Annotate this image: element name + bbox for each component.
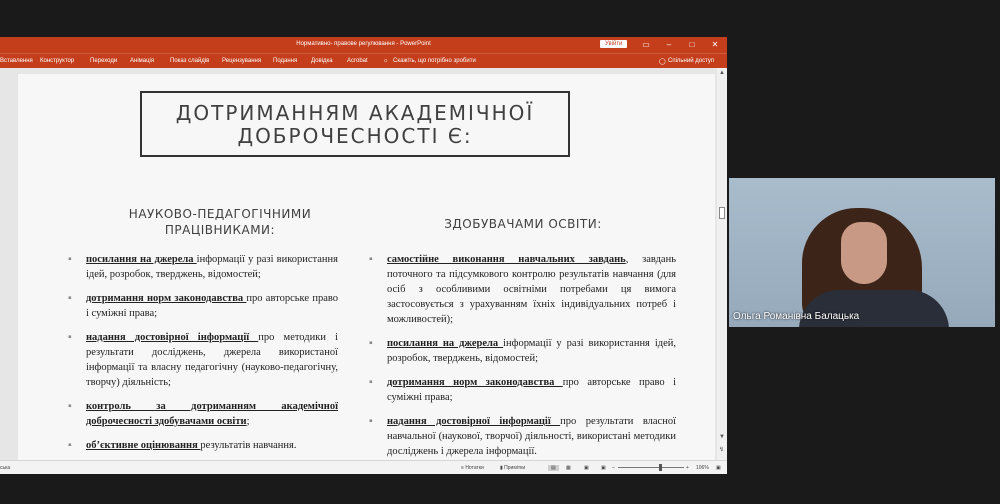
- status-language: ська: [0, 465, 11, 471]
- bullet-emphasis: надання достовірної інформації: [86, 332, 259, 343]
- zoom-out-icon[interactable]: –: [612, 465, 615, 471]
- bullet-text: , завдань поточного та підсумкового контролю результатів навчання (для осіб з особливими освітніми потребами ця вимога застосовується з урахуванням їхніх індивідуальних потреб і можливостей);: [387, 254, 676, 325]
- participant-name: Ольга Романівна Балацька: [733, 311, 860, 322]
- normal-view-icon[interactable]: ▤: [548, 465, 559, 471]
- bullet-icon: ▪: [369, 254, 373, 265]
- bullet-text: про авторське право і суміжні права;: [86, 293, 338, 319]
- tab-insert[interactable]: Вставлення: [0, 58, 33, 64]
- zoom-slider[interactable]: [618, 467, 684, 468]
- bullet-icon: ▪: [68, 401, 72, 412]
- scroll-up-icon[interactable]: ▲: [719, 70, 725, 76]
- window-title: Нормативно- правове регулювання - PowerPoint: [296, 41, 431, 47]
- slide-title-line2: ДОБРОЧЕСНОСТІ Є:: [237, 124, 473, 148]
- bullet-text: про результати власної навчальної (наукової, творчої) діяльності, використані методики досліджень і джерела інформації.: [387, 416, 676, 457]
- right-bullet-list: [369, 252, 676, 468]
- bullet-emphasis: дотримання норм законодавства: [387, 377, 563, 388]
- right-bullet-item: [369, 336, 676, 366]
- bullet-emphasis: дотримання норм законодавства: [86, 293, 247, 304]
- bullet-icon: ▪: [68, 293, 72, 304]
- left-column-heading: [110, 206, 330, 238]
- tab-slideshow[interactable]: Показ слайдів: [170, 58, 210, 64]
- left-bullet-item: [68, 438, 338, 453]
- fit-slide-icon[interactable]: ▣: [716, 465, 721, 471]
- bullet-text: ;: [246, 416, 250, 427]
- reading-view-icon[interactable]: ▣: [584, 465, 589, 471]
- bullet-text: про авторське право і суміжні права;: [387, 377, 676, 403]
- bullet-emphasis: посилання на джерела: [387, 338, 504, 349]
- left-bullet-item: [68, 291, 338, 321]
- slide-title-box[interactable]: [140, 91, 570, 157]
- tab-help[interactable]: Довідка: [311, 58, 333, 64]
- bullet-icon: ▪: [369, 416, 373, 427]
- close-button[interactable]: ✕: [711, 40, 719, 49]
- left-bullet-list: [68, 252, 338, 462]
- vertical-scrollbar[interactable]: [717, 68, 727, 460]
- notes-label: Нотатки: [465, 465, 484, 471]
- bullet-emphasis: об’єктивне оцінювання: [86, 440, 201, 451]
- tab-design[interactable]: Конструктор: [40, 58, 75, 64]
- bullet-icon: ▪: [369, 377, 373, 388]
- right-column-heading: ЗДОБУВАЧАМИ ОСВІТИ:: [444, 217, 602, 231]
- bullet-text: інформації у разі використання ідей, розробок, тверджень, відомостей;: [86, 254, 338, 280]
- notes-icon: ≡: [461, 465, 464, 471]
- lightbulb-icon: ☼: [383, 58, 389, 64]
- status-bar: [0, 460, 727, 474]
- comments-label: Примітки: [504, 465, 526, 471]
- tab-acrobat[interactable]: Acrobat: [347, 58, 368, 64]
- participant-face: [841, 222, 887, 284]
- slide-title-line1: ДОТРИМАННЯМ АКАДЕМІЧНОЇ: [175, 101, 535, 125]
- bullet-icon: ▪: [369, 338, 373, 349]
- scrollbar-thumb[interactable]: [719, 207, 725, 219]
- participant-video-tile[interactable]: [729, 178, 995, 327]
- tell-me-search[interactable]: Скажіть, що потрібно зробити: [393, 58, 476, 64]
- scroll-down-icon[interactable]: ▼: [719, 434, 725, 440]
- bullet-text: результатів навчання.: [200, 440, 297, 451]
- left-bullet-item: [68, 252, 338, 282]
- tab-animation[interactable]: Анімація: [130, 58, 155, 64]
- bullet-emphasis: самостійне виконання навчальних завдань: [387, 254, 626, 265]
- comments-icon: ▮: [500, 465, 503, 471]
- bullet-emphasis: посилання на джерела: [86, 254, 197, 265]
- sign-in-button[interactable]: Увійти: [600, 40, 627, 48]
- page-down-icon[interactable]: ↯: [719, 447, 725, 453]
- share-button[interactable]: Спільний доступ: [668, 58, 715, 64]
- tab-view[interactable]: Подання: [273, 58, 298, 64]
- maximize-button[interactable]: □: [689, 40, 695, 49]
- powerpoint-window: [0, 37, 727, 474]
- left-bullet-item: [68, 399, 338, 429]
- ribbon-display-options-icon[interactable]: ▭: [642, 40, 650, 49]
- bullet-icon: ▪: [68, 440, 72, 451]
- slide-canvas: [0, 68, 727, 460]
- left-heading-line2: ПРАЦІВНИКАМИ:: [164, 223, 276, 237]
- bullet-icon: ▪: [68, 254, 72, 265]
- left-bullet-item: [68, 330, 338, 390]
- tab-transitions[interactable]: Переходи: [90, 58, 118, 64]
- share-icon: ◯: [659, 59, 666, 65]
- minimize-button[interactable]: –: [666, 40, 672, 49]
- bullet-text: інформації у разі використання ідей, розробок, тверджень, відомостей;: [387, 338, 676, 364]
- bullet-text: про методики і результати досліджень, джерела використаної інформації та власну педагогічну (науково-педагогічну, творчу) діяльність;: [86, 332, 338, 388]
- zoom-level[interactable]: 106%: [696, 465, 709, 471]
- ribbon-tabs: [0, 53, 727, 69]
- zoom-slider-thumb[interactable]: [659, 464, 662, 471]
- right-bullet-item: [369, 252, 676, 327]
- bullet-emphasis: надання достовірної інформації: [387, 416, 561, 427]
- slide[interactable]: [18, 74, 715, 460]
- bullet-emphasis: контроль за дотриманням академічної доброчесності здобувачами освіти: [86, 401, 338, 427]
- bullet-icon: ▪: [68, 332, 72, 343]
- title-bar: [0, 37, 727, 53]
- tab-review[interactable]: Рецензування: [222, 58, 262, 64]
- notes-button[interactable]: [461, 465, 484, 471]
- right-bullet-item: [369, 414, 676, 459]
- left-heading-line1: НАУКОВО-ПЕДАГОГІЧНИМИ: [128, 207, 312, 221]
- slideshow-icon[interactable]: ▣: [601, 465, 606, 471]
- slide-sorter-icon[interactable]: ▦: [566, 465, 571, 471]
- comments-button[interactable]: [500, 465, 525, 471]
- zoom-in-icon[interactable]: +: [686, 465, 689, 471]
- right-bullet-item: [369, 375, 676, 405]
